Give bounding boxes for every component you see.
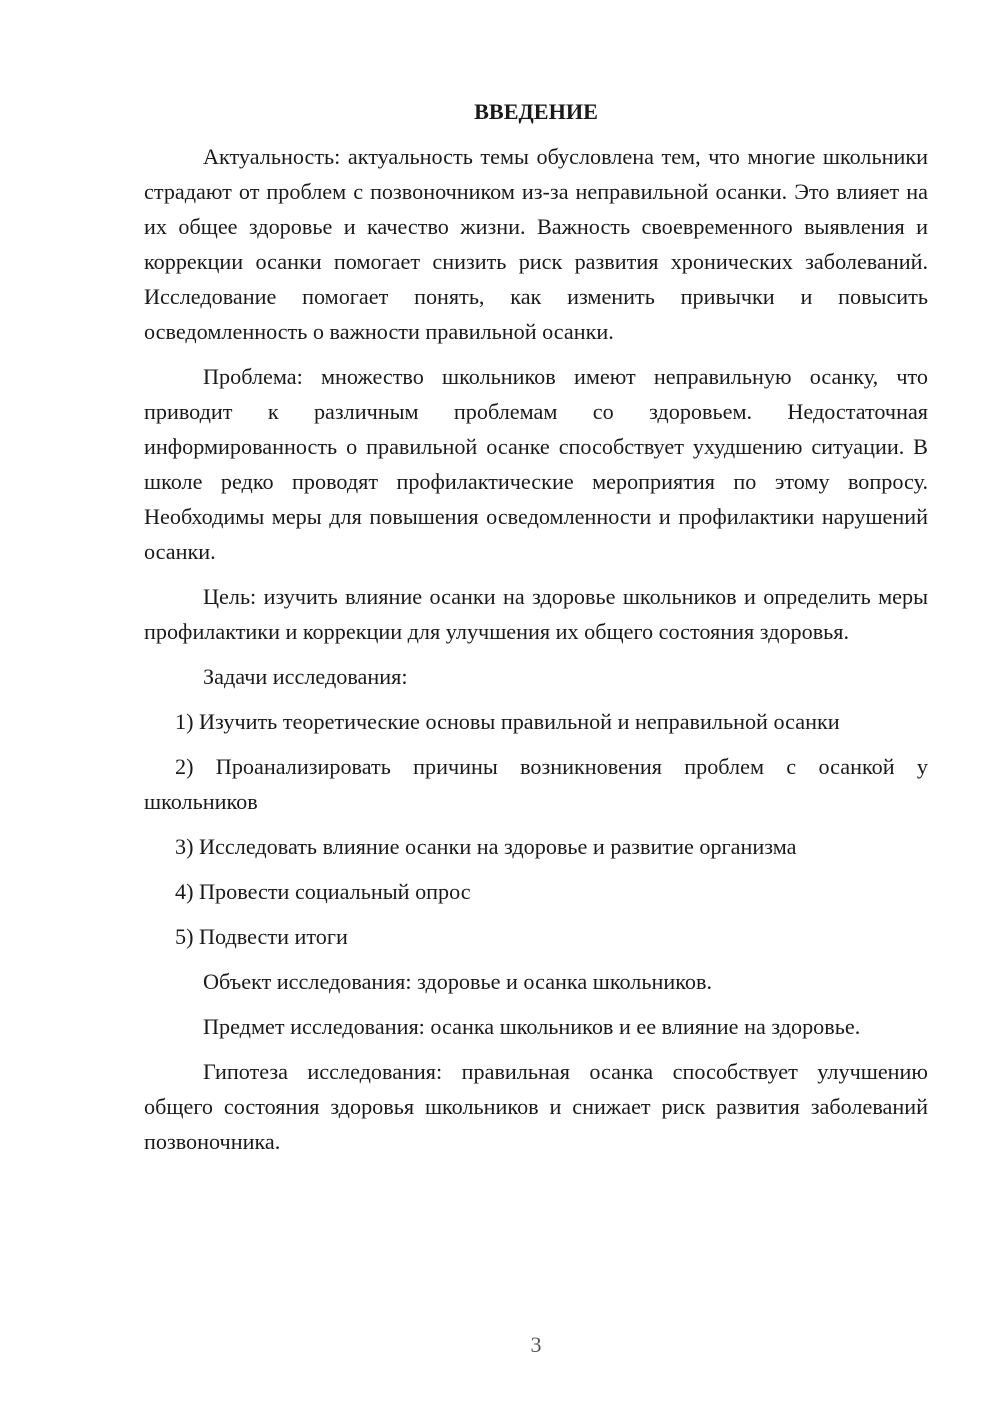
object-paragraph: Объект исследования: здоровье и осанка школьников.: [203, 969, 712, 994]
task-item-2: 2) Проанализировать причины возникновения проблем с осанкой у школьников: [144, 754, 928, 814]
subject-paragraph: Предмет исследования: осанка школьников и ее влияние на здоровье.: [203, 1014, 861, 1039]
task-item-3: 3) Исследовать влияние осанки на здоровье и развитие организма: [175, 834, 797, 859]
page-number: 3: [530, 1332, 542, 1357]
task-item-1: 1) Изучить теоретические основы правильной и неправильной осанки: [175, 709, 840, 734]
section-title: ВВЕДЕНИЕ: [474, 99, 598, 124]
problem-paragraph: Проблема: множество школьников имеют неправильную осанку, что приводит к различным проблемам со здоровьем. Недостаточная информированность о правильной осанке способствует ухудшению ситуации. В школе редко проводят профилактические мероприятия по этому вопросу. Необходимы меры для повышения осведомленности и профилактики нарушений осанки.: [144, 364, 928, 564]
relevance-paragraph: Актуальность: актуальность темы обусловлена тем, что многие школьники страдают от проблем с позвоночником из-за неправильной осанки. Это влияет на их общее здоровье и качество жизни. Важность своевременного выявления и коррекции осанки помогает снизить риск развития хронических заболеваний. Исследование помогает понять, как изменить привычки и повысить осведомленность о важности правильной осанки.: [144, 144, 928, 344]
hypothesis-paragraph: Гипотеза исследования: правильная осанка способствует улучшению общего состояния здоровья школьников и снижает риск развития заболеваний позвоночника.: [144, 1059, 928, 1154]
document-page: [144, 94, 928, 1169]
goal-paragraph: Цель: изучить влияние осанки на здоровье школьников и определить меры профилактики и коррекции для улучшения их общего состояния здоровья.: [144, 584, 928, 644]
task-item-4: 4) Провести социальный опрос: [175, 879, 471, 904]
task-item-5: 5) Подвести итоги: [175, 924, 348, 949]
tasks-heading: Задачи исследования:: [203, 664, 408, 689]
